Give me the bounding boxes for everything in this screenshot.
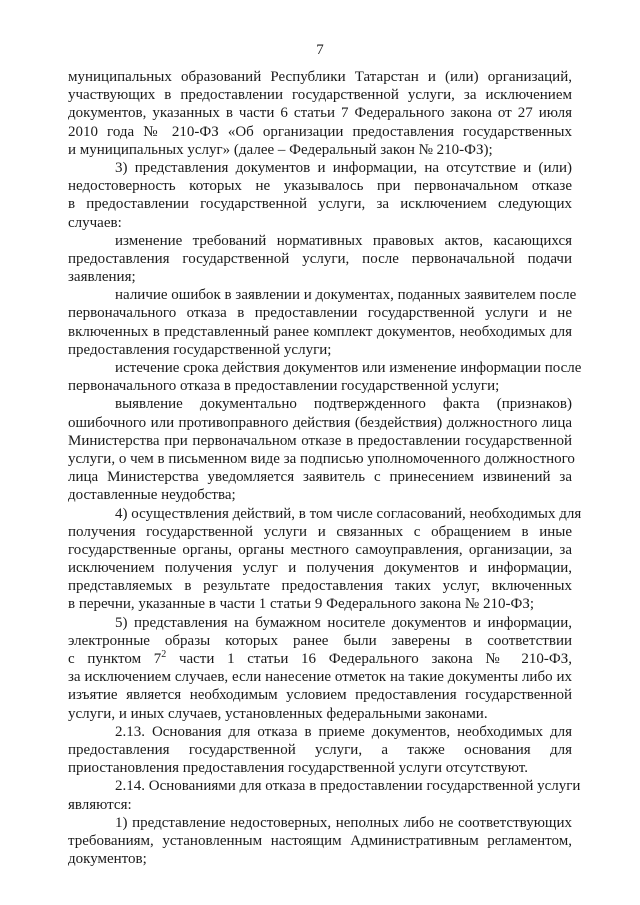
text-line: муниципальных образований Республики Татарстан и (или) организаций, xyxy=(68,69,572,85)
text-line: документов; xyxy=(68,851,147,868)
text-line: 2.14. Основаниями для отказа в предоставлении государственной услуги xyxy=(115,778,581,795)
text-line: приостановления предоставления государственной услуги отсутствуют. xyxy=(68,760,528,777)
text-line: получения государственной услуги и связанных с обращением в иные xyxy=(68,523,572,540)
text-segment: с пунктом 7 xyxy=(68,651,162,667)
text-line: предоставления государственной услуги, а также основания для xyxy=(68,741,572,758)
text-segment: части 1 статьи 16 Федерального закона № 210-ФЗ, xyxy=(166,651,572,667)
text-line xyxy=(68,650,572,668)
text-line: 2.13. Основания для отказа в приеме документов, необходимых для xyxy=(115,723,572,740)
text-line: предоставления государственной услуги; xyxy=(68,341,332,358)
text-line: недостоверность которых не указывалось при первоначальном отказе xyxy=(68,178,572,195)
text-line: в перечни, указанные в части 1 статьи 9 Федерального закона № 210-ФЗ; xyxy=(68,596,535,613)
text-line: в предоставлении государственной услуги, за исключением следующих xyxy=(68,196,572,213)
text-line: включенных в представленный ранее комплект документов, необходимых для xyxy=(68,323,572,340)
text-line: выявление документально подтвержденного факта (признаков) xyxy=(115,396,572,413)
text-line: изъятие является необходимым условием предоставления государственной xyxy=(68,687,572,704)
superscript: 2 xyxy=(161,649,167,660)
text-line: 2010 года № 210-ФЗ «Об организации предоставления государственных xyxy=(68,123,572,140)
text-line: первоначального отказа в предоставлении государственной услуги; xyxy=(68,378,500,395)
text-line: Министерства при первоначальном отказе в предоставлении государственной xyxy=(68,432,572,449)
text-line: являются: xyxy=(68,796,132,813)
text-line: услуги, о чем в письменном виде за подписью уполномоченного должностного xyxy=(68,450,575,467)
text-line: представляемых в результате предоставления таких услуг, включенных xyxy=(68,578,572,595)
text-line: за исключением случаев, если нанесение отметок на такие документы либо их xyxy=(68,669,572,686)
text-line: заявления; xyxy=(68,269,136,286)
text-line: 3) представления документов и информации, на отсутствие и (или) xyxy=(115,159,572,176)
text-line: истечение срока действия документов или изменение информации после xyxy=(115,360,582,376)
text-line: 5) представления на бумажном носителе документов и информации, xyxy=(115,614,572,631)
text-line: электронные образы которых ранее были заверены в соответствии xyxy=(68,632,572,649)
text-line: услуги, и иных случаев, установленных федеральными законами. xyxy=(68,705,488,722)
text-line: документов, указанных в части 6 статьи 7 Федерального закона от 27 июля xyxy=(68,105,572,122)
text-line: государственные органы, органы местного самоуправления, организации, за xyxy=(68,541,572,558)
text-line: 4) осуществления действий, в том числе согласований, необходимых для xyxy=(115,505,582,522)
text-line: доставленные неудобства; xyxy=(68,487,236,504)
text-line: наличие ошибок в заявлении и документах, поданных заявителем после xyxy=(115,287,577,304)
text-line: лица Министерства уведомляется заявитель с принесением извинений за xyxy=(68,469,572,486)
text-line: участвующих в предоставлении государственной услуги, за исключением xyxy=(68,87,572,104)
text-line: случаев: xyxy=(68,214,122,231)
text-line: предоставления государственной услуги, после первоначальной подачи xyxy=(68,250,572,267)
document-body xyxy=(68,68,582,868)
text-line: 1) представление недостоверных, неполных либо не соответствующих xyxy=(115,814,572,831)
text-line: исключением получения услуг и получения документов и информации, xyxy=(68,560,572,577)
text-line: требованиям, установленным настоящим Административным регламентом, xyxy=(68,832,572,849)
text-line: и муниципальных услуг» (далее – Федеральный закон № 210-ФЗ); xyxy=(68,141,493,158)
text-line: ошибочного или противоправного действия (бездействия) должностного лица xyxy=(68,414,572,431)
text-line: первоначального отказа в предоставлении государственной услуги и не xyxy=(68,305,572,322)
page-number: 7 xyxy=(316,42,324,58)
text-line: изменение требований нормативных правовых актов, касающихся xyxy=(115,232,572,249)
